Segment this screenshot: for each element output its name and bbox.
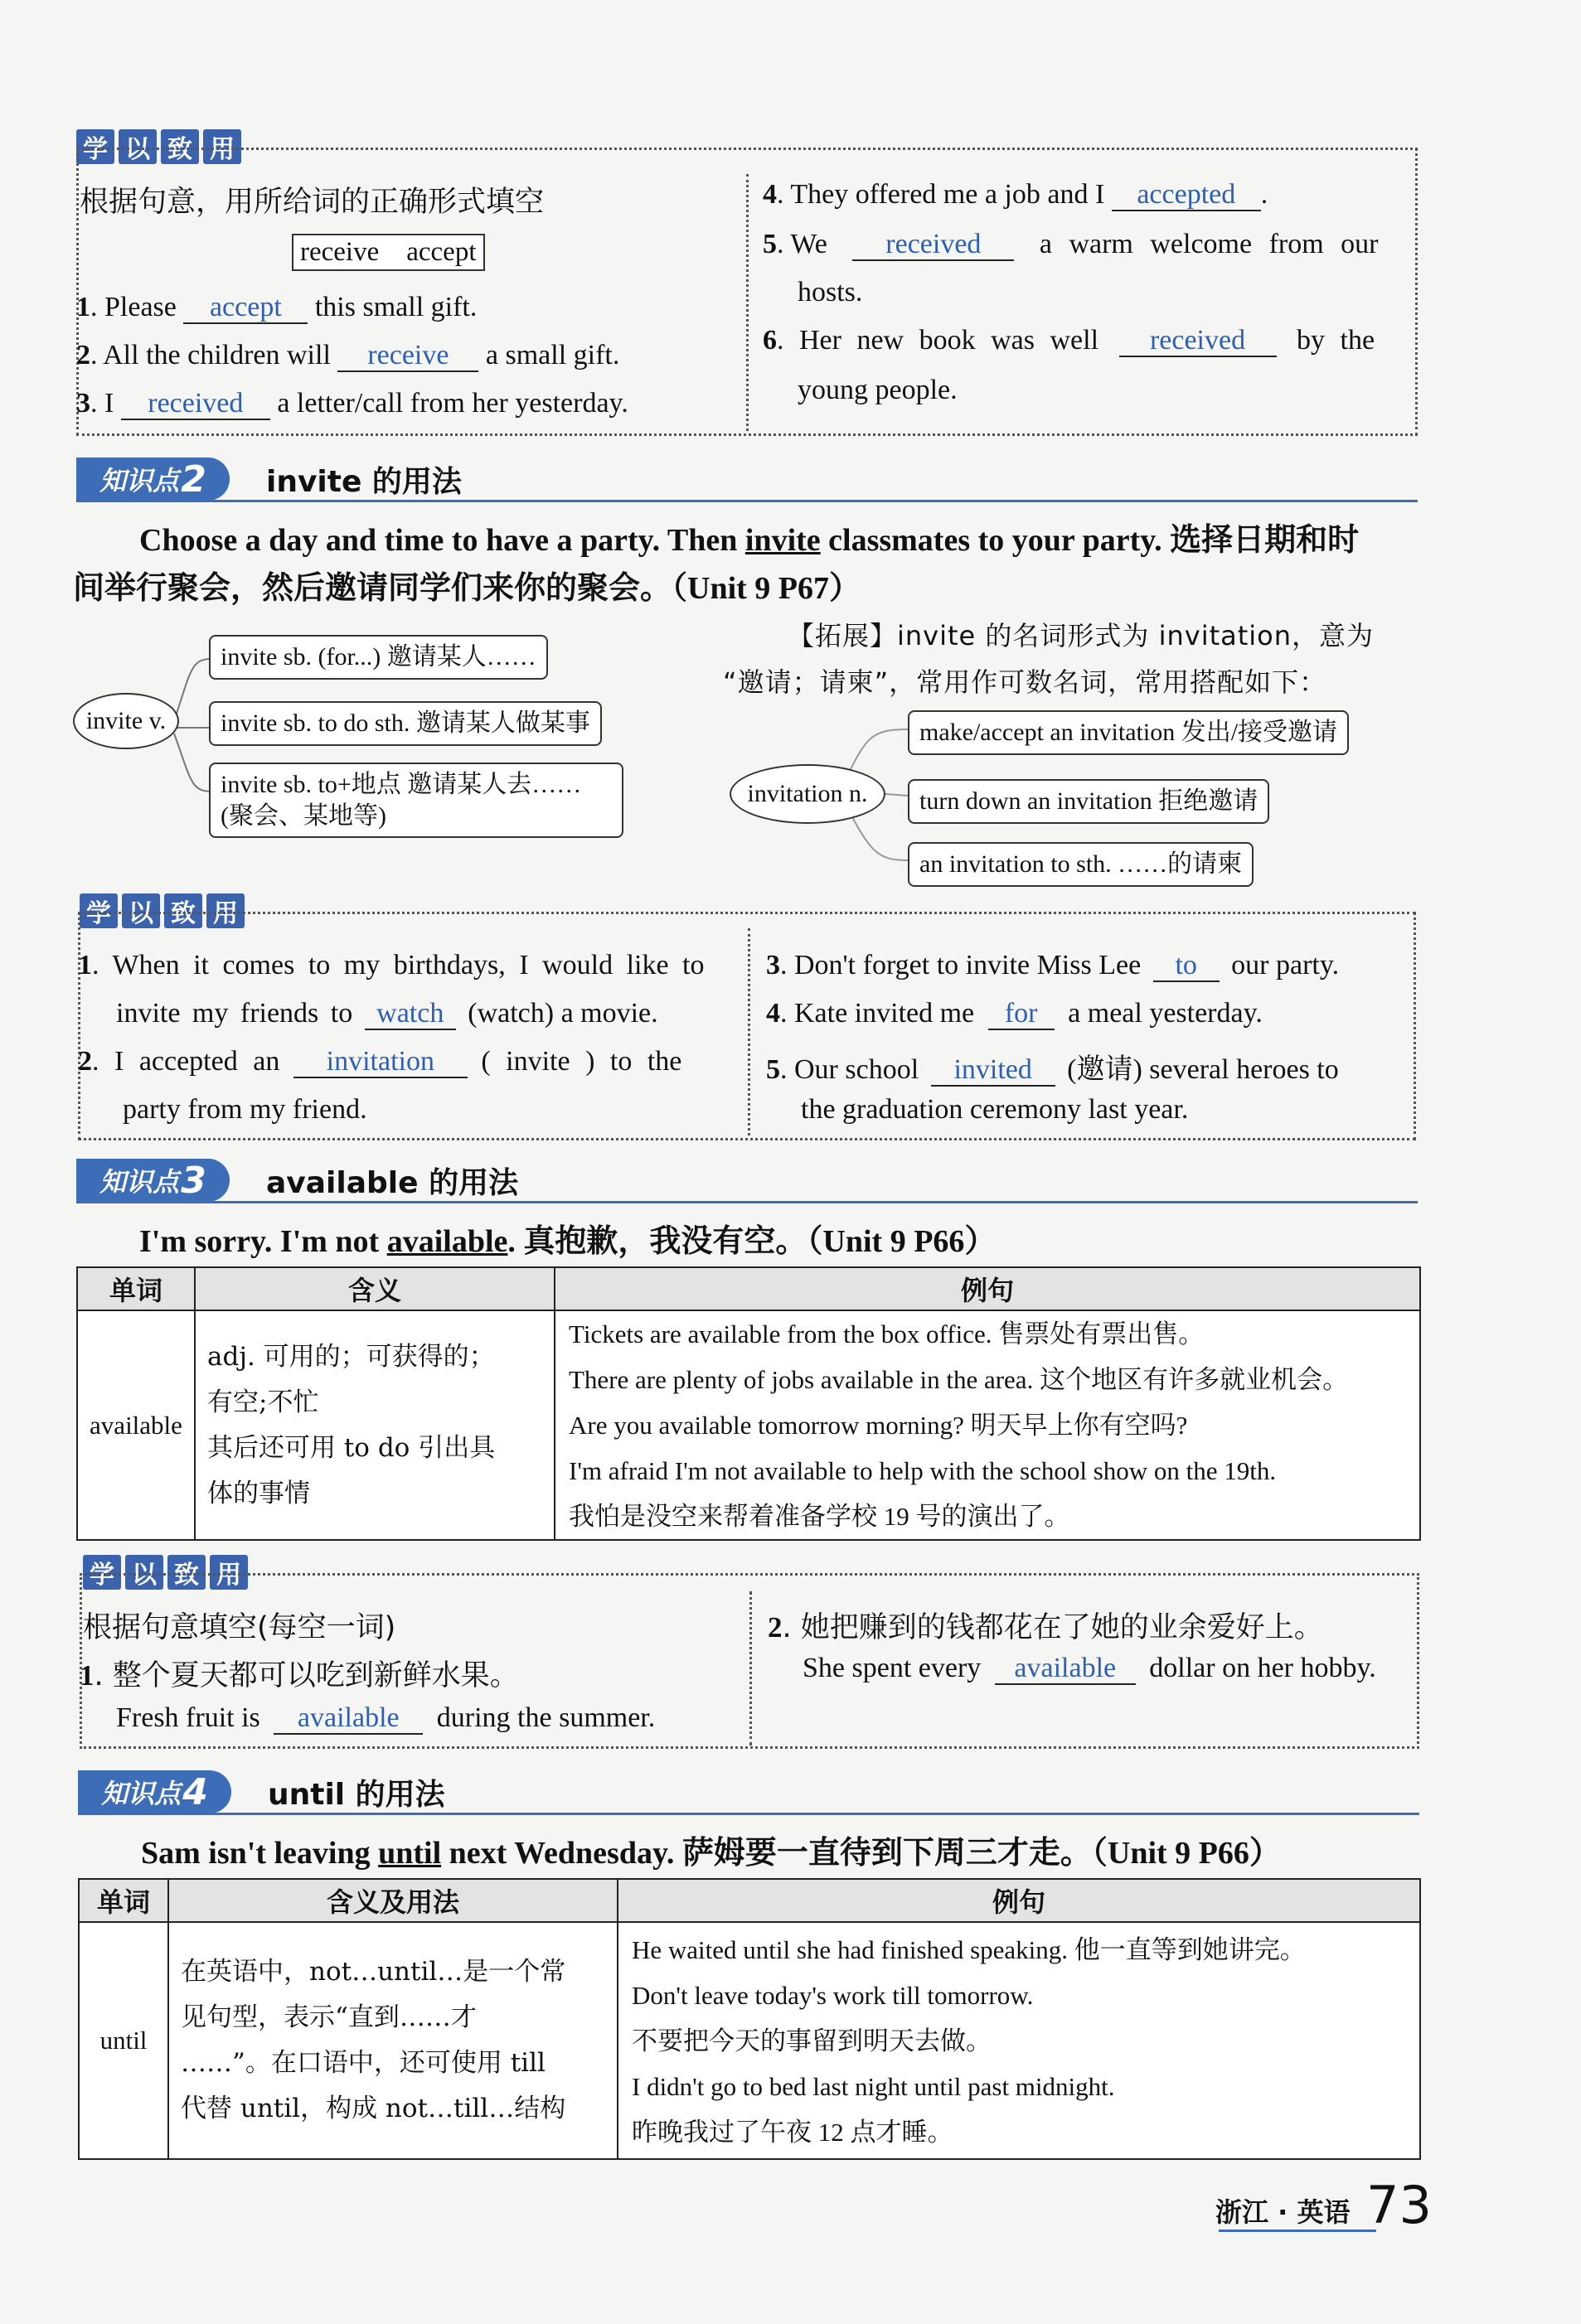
- answer-blank[interactable]: for: [988, 998, 1055, 1030]
- invite-verb-oval: invite v.: [73, 693, 179, 749]
- badge-char: 用: [203, 129, 241, 164]
- question-2: 2. All the children will receive a small gift.: [76, 340, 619, 372]
- knowledge-point-tag: 知识点 2: [76, 458, 230, 501]
- knowledge-point-tag: 知识点 4: [78, 1770, 231, 1813]
- question-6: 6. Her new book was well received by the: [763, 325, 1375, 357]
- header-rule: [76, 500, 1418, 502]
- footer-rule: [1219, 2230, 1376, 2232]
- knowledge-point-title: invite 的用法: [266, 464, 462, 499]
- answer-blank[interactable]: invitation: [293, 1046, 468, 1078]
- examples-cell: He waited until she had finished speaking. 他一直等到她讲完。 Don't leave today's work till tomorrow. 不要把今天的事留到明天去做。 I didn't go to bed last night until past midnight. 昨晚我过了午夜 12 点才睡。: [618, 1922, 1420, 2159]
- until-table: [78, 1878, 1421, 2160]
- badge-char: 学: [76, 129, 114, 164]
- badge-char: 以: [119, 129, 157, 164]
- column-header: 含义: [195, 1267, 555, 1310]
- question-2: 2. 她把赚到的钱都花在了她的业余爱好上。: [768, 1611, 1323, 1644]
- knowledge-point-header: [78, 1770, 445, 1813]
- answer-blank[interactable]: receive: [337, 340, 478, 372]
- example-sentence: I'm sorry. I'm not available. 真抱歉，我没有空。（Unit 9 P66）: [139, 1223, 997, 1259]
- knowledge-point-title: until 的用法: [268, 1777, 445, 1812]
- practice-badge: 学 以 致 用: [80, 893, 245, 928]
- column-divider: [746, 174, 749, 431]
- answer-blank[interactable]: accepted: [1112, 179, 1261, 211]
- meaning-cell: adj. 可用的；可获得的； 有空;不忙 其后还可用 to do 引出具 体的事情: [195, 1310, 555, 1540]
- word-cell: available: [77, 1310, 195, 1540]
- question-1: 1. Please accept this small gift.: [76, 292, 477, 324]
- meaning-cell: 在英语中，not…until…是一个常 见句型，表示“直到……才 ……”。在口语中，还可使用 till 代替 until，构成 not…till…结构: [168, 1922, 618, 2159]
- knowledge-point-title: available 的用法: [266, 1165, 519, 1200]
- answer-blank[interactable]: watch: [365, 998, 456, 1030]
- answer-blank[interactable]: received: [121, 388, 270, 420]
- column-header: 单词: [77, 1267, 195, 1310]
- available-table: [76, 1266, 1421, 1541]
- instruction: 根据句意，用所给词的正确形式填空: [80, 186, 545, 219]
- question-5-cont: the graduation ceremony last year.: [801, 1094, 1189, 1125]
- collocation-box: make/accept an invitation 发出/接受邀请: [908, 710, 1349, 755]
- question-5: 5. Our school invited (邀请) several heroes to: [766, 1046, 1339, 1087]
- example-sentence: Sam isn't leaving until next Wednesday. 萨姆要一直待到下周三才走。（Unit 9 P66）: [141, 1834, 1281, 1871]
- column-header: 例句: [618, 1879, 1420, 1922]
- usage-box: invite sb. to do sth. 邀请某人做某事: [209, 701, 602, 746]
- collocation-box: an invitation to sth. ……的请柬: [908, 842, 1254, 887]
- invitation-noun-oval: invitation n.: [730, 764, 885, 824]
- question-6-cont: young people.: [798, 375, 958, 405]
- header-rule: [76, 1201, 1418, 1203]
- question-3: 3. I received a letter/call from her yesterday.: [76, 388, 628, 420]
- extension-text: 【拓展】invite 的名词形式为 invitation，意为: [788, 620, 1375, 651]
- answer-blank[interactable]: accept: [183, 292, 308, 324]
- question-2-cont: party from my friend.: [123, 1094, 367, 1125]
- answer-blank[interactable]: to: [1153, 950, 1220, 982]
- usage-box: invite sb. (for...) 邀请某人……: [209, 635, 548, 680]
- column-divider: [749, 1591, 752, 1745]
- usage-box: invite sb. to+地点 邀请某人去…… (聚会、某地等): [209, 763, 623, 838]
- question-2-cont: She spent every available dollar on her hobby.: [803, 1653, 1376, 1685]
- word-cell: until: [79, 1922, 168, 2159]
- question-4: 4. Kate invited me for a meal yesterday.: [766, 998, 1263, 1030]
- answer-blank[interactable]: received: [852, 229, 1014, 261]
- column-divider: [748, 928, 750, 1135]
- answer-blank[interactable]: available: [995, 1653, 1136, 1685]
- examples-cell: Tickets are available from the box office. 售票处有票出售。 There are plenty of jobs available in the area. 这个地区有许多就业机会。 Are you available tomorrow morning? 明天早上你有空吗? I'm afraid I'm not available to help with the school show on the 19th. 我怕是没空来帮着准备学校 19 号的演出了。: [555, 1310, 1420, 1540]
- question-2: 2. I accepted an invitation ( invite ) to the: [78, 1046, 681, 1078]
- question-1: 1. When it comes to my birthdays, I would like to: [78, 950, 705, 980]
- question-1-cont: invite my friends to watch (watch) a movie.: [116, 998, 658, 1030]
- example-sentence-cont: 间举行聚会，然后邀请同学们来你的聚会。（Unit 9 P67）: [73, 569, 861, 606]
- column-header: 例句: [555, 1267, 1420, 1310]
- word-box: receive accept: [292, 234, 485, 271]
- question-5: 5. We received a warm welcome from our: [763, 229, 1409, 261]
- question-1: 1. 整个夏天都可以吃到新鲜水果。: [80, 1659, 519, 1692]
- question-5-cont: hosts.: [798, 277, 863, 307]
- knowledge-point-header: [76, 1159, 518, 1202]
- extension-text: “邀请；请柬”，常用作可数名词，常用搭配如下：: [723, 666, 1327, 698]
- header-rule: [78, 1813, 1419, 1815]
- practice-badge: 学 以 致 用: [83, 1555, 248, 1590]
- question-3: 3. Don't forget to invite Miss Lee to our party.: [766, 950, 1339, 982]
- badge-char: 致: [161, 129, 199, 164]
- answer-blank[interactable]: received: [1119, 325, 1277, 357]
- column-header: 单词: [79, 1879, 168, 1922]
- instruction: 根据句意填空(每空一词): [83, 1611, 396, 1644]
- column-header: 含义及用法: [168, 1879, 618, 1922]
- answer-blank[interactable]: invited: [931, 1054, 1055, 1087]
- page-number: 73: [1366, 2175, 1432, 2235]
- answer-blank[interactable]: available: [274, 1702, 423, 1735]
- knowledge-point-header: [76, 458, 462, 501]
- question-1-cont: Fresh fruit is available during the summer.: [116, 1702, 655, 1735]
- footer-label: 浙江 · 英语: [1215, 2196, 1351, 2228]
- collocation-box: turn down an invitation 拒绝邀请: [908, 779, 1269, 824]
- example-sentence: Choose a day and time to have a party. Then invite classmates to your party. 选择日期和时: [139, 521, 1360, 558]
- question-4: 4. They offered me a job and I accepted .: [763, 179, 1268, 211]
- knowledge-point-tag: 知识点 3: [76, 1159, 230, 1202]
